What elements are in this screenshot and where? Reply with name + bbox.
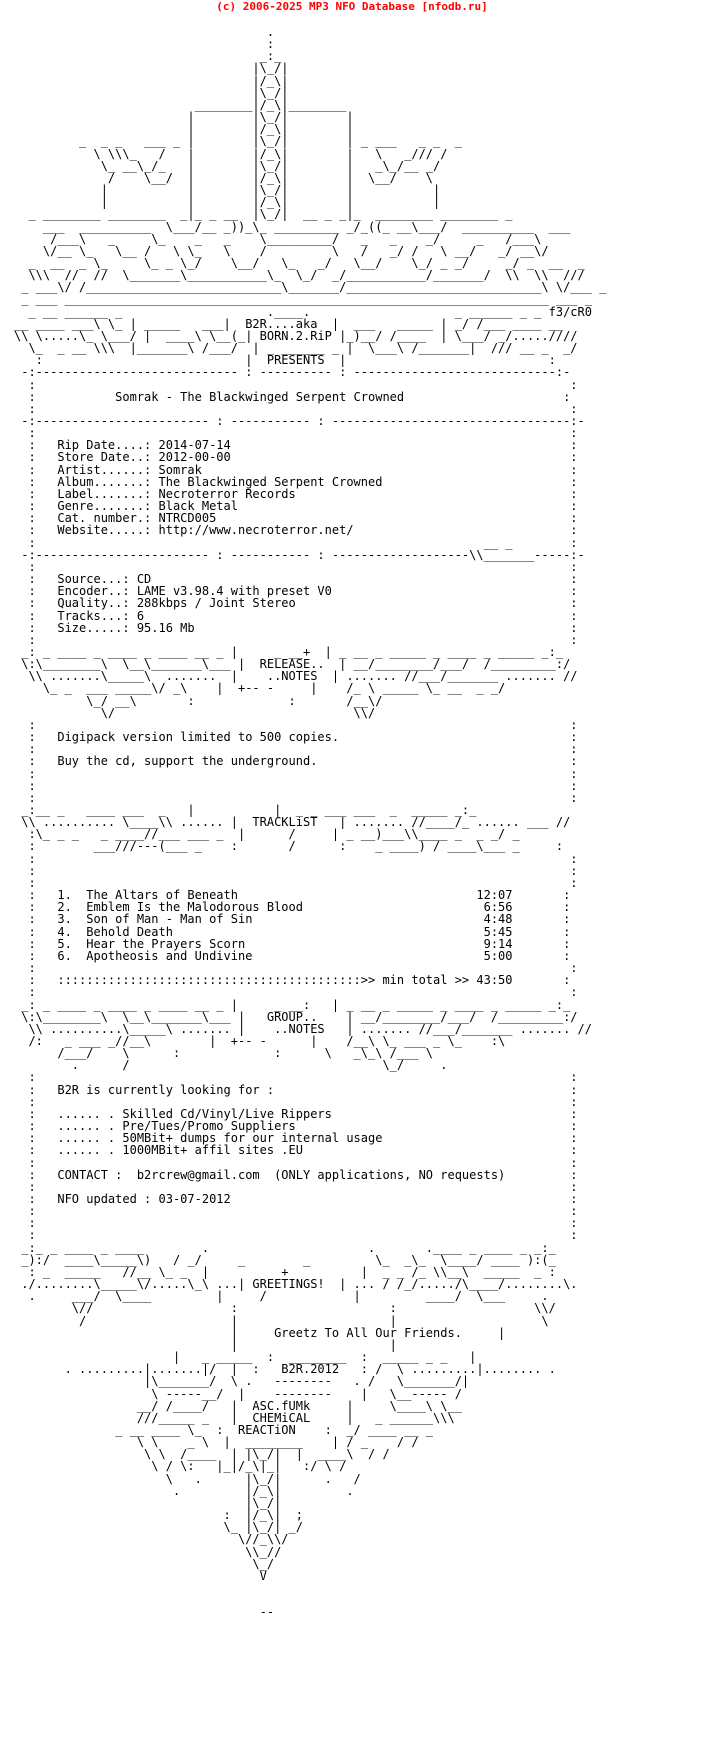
nfo-line: : | PRESENTS | : bbox=[14, 353, 556, 368]
nfo-line: \\ .......\_____\ ....... | ..NOTES | ....... //___/_______ ....... // bbox=[14, 669, 578, 684]
nfo-line: | | bbox=[14, 1337, 397, 1352]
nfo-line: : __ _ : bbox=[14, 535, 578, 550]
nfo-line: : CONTACT : b2rcrew@gmail.com (ONLY applications, NO requests) : bbox=[14, 1167, 578, 1182]
nfo-line: : ___///---(___ _ : / : _ ____) / ____\___ _ : bbox=[14, 839, 564, 854]
nfo-line: | | |/_\| | | bbox=[14, 195, 441, 210]
nfo-line: : |/_\| ; bbox=[14, 1508, 303, 1523]
nfo-line: \_ __\_/_ | |\_/| | _\_/__ _/ bbox=[14, 158, 441, 173]
nfo-line: : NFO updated : 03-07-2012 : bbox=[14, 1192, 578, 1206]
nfo-line: : 3. Son of Man - Man of Sin 4:48 : bbox=[14, 912, 571, 927]
nfo-line: \ \\\_ / | |/_\| | \ _/// / bbox=[14, 146, 448, 161]
nfo-ascii-document bbox=[14, 26, 606, 1618]
nfo-line: : Artist......: Somrak : bbox=[14, 462, 578, 477]
nfo-line: \\ .......... \____\\ ...... | TRACKLiST | ....... //____/_ ...... ___ // bbox=[14, 815, 571, 830]
nfo-line: : ::::::::::::::::::::::::::::::::::::::::::>> min total >> 43:50 : bbox=[14, 973, 571, 988]
nfo-line: : Quality..: 288kbps / Joint Stereo : bbox=[14, 596, 578, 611]
nfo-line: __ ____ ___\ \_ | _____ ___| B2R....aka | ___ _____ | _/ /___ ____ __ bbox=[14, 316, 564, 331]
nfo-line: \\_// bbox=[14, 1544, 282, 1559]
nfo-line: \:\________\ \__\_______\___ | GROUP.. | __/________/___/ /_________:/ bbox=[14, 1009, 578, 1024]
nfo-line: _ ___ ___________________________________________________________________ ___ _ bbox=[14, 292, 592, 307]
nfo-line: \//_\\/ bbox=[14, 1532, 289, 1547]
nfo-line: ___ __________ \___/__ _))_\_ _________ _/_((_ __\___/ __________ ___ bbox=[14, 219, 571, 234]
nfo-line: _ ________ ________ _|_ _ __ |\_/| __ _ _|_ ________ ________ _ bbox=[14, 207, 513, 222]
nfo-line: \ . |\_/| . / bbox=[14, 1471, 361, 1486]
nfo-line: : : bbox=[14, 1179, 578, 1194]
nfo-line: _:_ _ ____ _ ____ . . .____ _ ____ _ _:_ bbox=[14, 1240, 556, 1255]
nfo-line: : Tracks...: 6 : bbox=[14, 608, 578, 623]
nfo-line: \\ \.....\_ \___/ | ____\ \__(_| BORN.2.RiP |_)__/ /____ | \___/ _/.....//// bbox=[14, 328, 578, 343]
nfo-line: . .........|.......|/ | : B2R.2012 : / \ .........|........ . bbox=[14, 1362, 556, 1377]
nfo-line: : 1. The Altars of Beneath 12:07 : bbox=[14, 888, 571, 903]
nfo-line: : : bbox=[14, 742, 578, 757]
nfo-line: : Rip Date....: 2014-07-14 : bbox=[14, 438, 578, 453]
nfo-line: : : bbox=[14, 1070, 578, 1085]
nfo-line: \\ ..........\_____\ ....... | ..NOTES | ....... //___/_______ ....... // bbox=[14, 1021, 592, 1036]
nfo-line: . bbox=[14, 25, 275, 39]
nfo-line: __/ /____/ | ASC.fUMk | \____\ \__ bbox=[14, 1398, 462, 1413]
nfo-line: : Encoder..: LAME v3.98.4 with preset V0 : bbox=[14, 584, 578, 599]
nfo-line: | _ _____ : ________ : _____ _ _ | bbox=[14, 1350, 477, 1365]
nfo-line: : Digipack version limited to 500 copies. : bbox=[14, 730, 578, 745]
nfo-line: \\\ // // \_______\___________\_ \_/ _/___________/_______/ \\ \\ /// bbox=[14, 268, 585, 283]
nfo-line: : : bbox=[14, 875, 578, 890]
nfo-line: : : bbox=[14, 717, 578, 732]
nfo-line: \ / \: |_|/_\|_| :/ \ / bbox=[14, 1459, 347, 1474]
nfo-line: _: _ ____ _ ____ _ ____ __ _ | _ __: | _ __ _ _____ _ ____ _ _____ _:_ bbox=[14, 997, 571, 1012]
nfo-line: . / \_/ . bbox=[14, 1058, 448, 1073]
nfo-line: : : bbox=[14, 632, 578, 647]
nfo-line: _:__ _ ____ ___ _ | | _ _ ___ ___ _ _____ _:_ bbox=[14, 803, 477, 817]
nfo-line: _ ___\/ /___________________________\_______/___________________________\ \/___ _ bbox=[14, 280, 607, 295]
nfo-line: : Website.....: http://www.necroterror.net/ : bbox=[14, 523, 578, 538]
nfo-line: |\_/| bbox=[14, 85, 289, 100]
nfo-line: \_ |\_/| _/ bbox=[14, 1520, 303, 1535]
nfo-line: . |/_\| . bbox=[14, 1483, 354, 1498]
nfo-line: | | |\_/| | | bbox=[14, 183, 441, 198]
nfo-line: : : bbox=[14, 863, 578, 878]
nfo-line: : Size.....: 95.16 Mb : bbox=[14, 620, 578, 635]
nfo-line: :\_ _ _ _ ____//___ ___ _ | / | _ __)___\\____ _ _ _/ _ bbox=[14, 827, 520, 842]
nfo-line: -- bbox=[14, 1605, 275, 1620]
nfo-line: ///_____ _ | CHEMiCAL | _ ______\\\ bbox=[14, 1410, 455, 1425]
nfo-line: _: _ ____ _ ____ _ ____ __ _ | _ __+ | _ __ _ _____ _ ____ _ _____ _:_ bbox=[14, 644, 564, 659]
nfo-line: : ...... . Skilled Cd/Vinyl/Live Rippers : bbox=[14, 1106, 578, 1121]
nfo-line: /: _ ___ _//__\ | +-- - | /__\ \_ ___ _ \_ :\ bbox=[14, 1033, 506, 1048]
nfo-line: -:------------------------ : ----------- : ---------------------------------:- bbox=[14, 414, 585, 428]
nfo-line: : : bbox=[14, 1228, 578, 1243]
nfo-line: \ \ /____ | |\_/| | ____\ / / bbox=[14, 1447, 390, 1462]
nfo-line: \/__ \_ \__ / \ \_ \ / \ / _/ / \ __/ _/ __\/ bbox=[14, 243, 549, 258]
nfo-line: : Cat. number.: NTRCD005 : bbox=[14, 511, 578, 526]
nfo-line: _ __ _ \_ \_ _ \_/ \__/ \_ _/ \__/ \_/ _ _/ _/ _ __ _ bbox=[14, 255, 585, 270]
nfo-line: ________|/_\|________ bbox=[14, 97, 347, 112]
nfo-line: ./........\_____\/.....\_\ ...| GREETINGS! | ... / /_/...../\____/........\. bbox=[14, 1277, 578, 1292]
nfo-line: \ -----__/ | -------- | \__----- / bbox=[14, 1386, 462, 1401]
copyright-header: (c) 2006-2025 MP3 NFO Database [nfodb.ru] bbox=[216, 0, 488, 13]
nfo-line: _):/ ____\_____\) / _/ _ _ \_ _\_ \____/ ____ ):(_ bbox=[14, 1252, 556, 1267]
nfo-line: : : bbox=[14, 426, 578, 441]
nfo-line: : : bbox=[14, 985, 578, 1000]
nfo-line: _ __ ______ _ .____. _ ______ _ _ f3/cR0 bbox=[14, 304, 592, 319]
nfo-line: \_/ __\ : : /__\/ bbox=[14, 693, 383, 708]
nfo-line: _ _ _ ___ _ | |\_/| | _ ___ _ _ _ bbox=[14, 134, 462, 149]
nfo-line: : ...... . Pre/Tues/Promo Suppliers : bbox=[14, 1119, 578, 1134]
nfo-line: |\_/| bbox=[14, 1495, 282, 1510]
nfo-line: : : bbox=[14, 851, 578, 866]
nfo-line: : : bbox=[14, 1216, 578, 1231]
nfo-line: |\_/| bbox=[14, 61, 289, 76]
nfo-line: _ __ ____ \_ : REACTiON : _/ ____ __ _ bbox=[14, 1422, 434, 1437]
nfo-line: : : bbox=[14, 377, 578, 392]
nfo-line: : Album.......: The Blackwinged Serpent Crowned : bbox=[14, 474, 578, 489]
nfo-line: / \__/ | |/_\| | \__/ \ bbox=[14, 170, 434, 185]
nfo-line: _:_ bbox=[14, 49, 282, 64]
nfo-line: /___\ _ \_ _ _ \_________/ _ _ _/ _ /___\ bbox=[14, 231, 542, 246]
nfo-line: \_ _ __ \\\ |_______\ /___/ | _ ______ _ | \___\ /_______| /// __ _ _/ bbox=[14, 341, 578, 356]
nfo-line: / | | \ bbox=[14, 1313, 549, 1328]
nfo-line: : 4. Behold Death 5:45 : bbox=[14, 924, 571, 939]
nfo-line: . ___/ \____ | / | ____/ \___ . bbox=[14, 1289, 549, 1304]
nfo-line: : Genre.......: Black Metal : bbox=[14, 499, 578, 514]
nfo-line: : Store Date..: 2012-00-00 : bbox=[14, 450, 578, 465]
nfo-line: : Buy the cd, support the underground. : bbox=[14, 754, 578, 769]
nfo-line: : _ _____ //__ \_ _ | + | _ _ /_ \\__\ _____ _ : bbox=[14, 1264, 556, 1279]
nfo-line: \_ _ ___ _____\/ _\ | +-- - | /_ \ _____ \_ __ _ _/ bbox=[14, 681, 506, 696]
nfo-line: : : bbox=[14, 766, 578, 781]
nfo-line: : : bbox=[14, 401, 578, 416]
nfo-line: \:\________\ \__\_______\___ | RELEASE.. | __/________/___/ /_________:/ bbox=[14, 657, 571, 672]
nfo-line: : 2. Emblem Is the Malodorous Blood 6:56 : bbox=[14, 900, 571, 915]
nfo-line: : : bbox=[14, 1155, 578, 1170]
nfo-line: /___/ \ : : \ _\_\ /___ \ bbox=[14, 1046, 434, 1061]
nfo-line: | |/_\| | bbox=[14, 122, 354, 137]
nfo-line: : : bbox=[14, 790, 578, 805]
nfo-line: : 6. Apotheosis and Undivine 5:00 : bbox=[14, 948, 571, 963]
nfo-line: : : bbox=[14, 1094, 578, 1109]
nfo-line: : ...... . 1000MBit+ affil sites .EU : bbox=[14, 1143, 578, 1158]
nfo-line: : : bbox=[14, 559, 578, 574]
nfo-line: : bbox=[14, 37, 275, 52]
nfo-line: : ...... . 50MBit+ dumps for our internal usage : bbox=[14, 1131, 578, 1146]
nfo-line: \_/ bbox=[14, 1556, 275, 1571]
nfo-line: |\_______/ \ . -------- . / \_______/| bbox=[14, 1374, 470, 1389]
nfo-line: : Source...: CD : bbox=[14, 572, 578, 587]
nfo-line: : Somrak - The Blackwinged Serpent Crowned : bbox=[14, 389, 571, 404]
nfo-line: : 5. Hear the Prayers Scorn 9:14 : bbox=[14, 936, 571, 951]
nfo-line: | Greetz To All Our Friends. | bbox=[14, 1325, 506, 1340]
nfo-line: V bbox=[14, 1568, 267, 1583]
nfo-line: -:------------------------ : ----------- : -------------------\\_______-----:- bbox=[14, 547, 585, 562]
nfo-line: : : bbox=[14, 961, 578, 976]
nfo-line: : : bbox=[14, 778, 578, 793]
nfo-line: |/_\| bbox=[14, 73, 289, 88]
nfo-line: \ \ _ \ | ________ | / _ / / bbox=[14, 1435, 419, 1450]
nfo-line: \// : : \\/ bbox=[14, 1301, 556, 1316]
nfo-line: | |\_/| | bbox=[14, 110, 354, 125]
nfo-line: \/ \\/ bbox=[14, 705, 376, 720]
nfo-line: : : bbox=[14, 1204, 578, 1219]
nfo-line: : Label.......: Necroterror Records : bbox=[14, 486, 578, 501]
nfo-line: -:---------------------------- : ---------- : ----------------------------:- bbox=[14, 365, 571, 380]
nfo-line: : B2R is currently looking for : : bbox=[14, 1082, 578, 1097]
